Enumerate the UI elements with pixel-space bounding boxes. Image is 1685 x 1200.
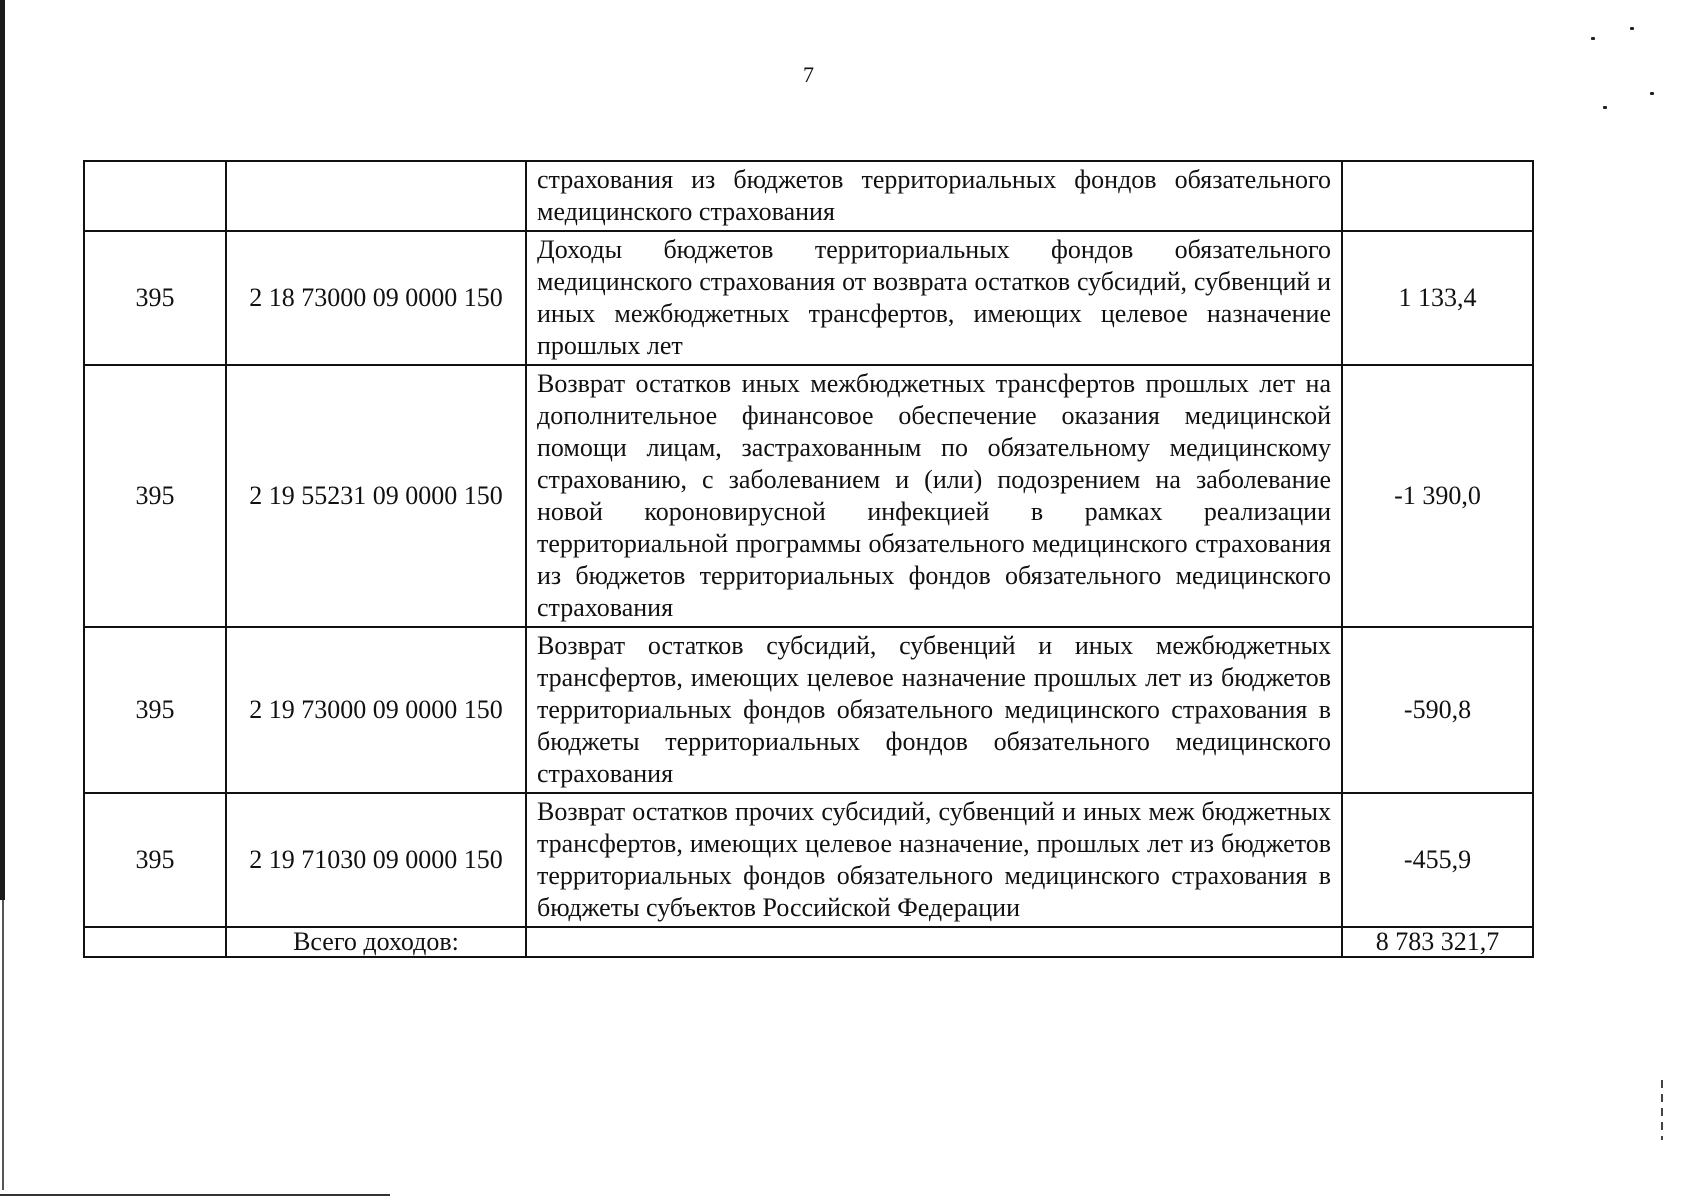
scan-edge-bottom [0,1194,390,1196]
admin-code-cell: 395 [84,793,226,927]
page-number: 7 [803,62,814,87]
description-cell: Возврат остатков прочих субсидий, субвенций и иных меж бюджетных трансфертов, имеющих целевое назначение, прошлых лет из бюджетов территориальных фондов обязательного медицинского страхования в бюджеты субъектов Российской Федерации [526,793,1342,927]
scan-edge-left-lower [2,900,4,1190]
scan-speck [1650,92,1654,95]
budget-code-cell: 2 19 71030 09 0000 150 [226,793,526,927]
total-row [84,927,1533,957]
scan-edge-right [1661,1080,1663,1140]
description-cell: Доходы бюджетов территориальных фондов обязательного медицинского страхования от возврата остатков субсидий, субвенций и иных межбюджетных трансфертов, имеющих целевое назначение прошлых лет [526,231,1342,365]
amount-cell: -1 390,0 [1342,365,1533,627]
table-row [84,627,1533,793]
scan-speck [1630,27,1634,30]
amount-cell: -590,8 [1342,627,1533,793]
budget-code-cell [226,161,526,231]
admin-code-cell: 395 [84,365,226,627]
description-cell: Возврат остатков иных межбюджетных трансфертов прошлых лет на дополнительное финансовое обеспечение оказания медицинской помощи лицам, застрахованным по обязательному медицинскому страхованию, с заболеванием и (или) подозрением на заболевание новой короновирусной инфекцией в рамках реализации территориальной программы обязательного медицинского страхования из бюджетов территориальных фондов обязательного медицинского страхования [526,365,1342,627]
income-table [83,160,1534,958]
empty-cell [84,927,226,957]
admin-code-cell: 395 [84,231,226,365]
budget-code-cell: 2 19 55231 09 0000 150 [226,365,526,627]
amount-cell [1342,161,1533,231]
scan-edge-left [0,0,5,900]
description-cell: страхования из бюджетов территориальных фондов обязательного медицинского страхования [526,161,1342,231]
scan-speck [1603,106,1607,109]
amount-cell: -455,9 [1342,793,1533,927]
empty-cell [526,927,1342,957]
amount-cell: 1 133,4 [1342,231,1533,365]
admin-code-cell [84,161,226,231]
description-cell: Возврат остатков субсидий, субвенций и иных межбюджетных трансфертов, имеющих целевое назначение прошлых лет из бюджетов территориальных фондов обязательного медицинского страхования в бюджеты территориальных фондов обязательного медицинского страхования [526,627,1342,793]
budget-code-cell: 2 18 73000 09 0000 150 [226,231,526,365]
table-row [84,231,1533,365]
table-row [84,793,1533,927]
budget-code-cell: 2 19 73000 09 0000 150 [226,627,526,793]
admin-code-cell: 395 [84,627,226,793]
scan-speck [1591,37,1595,40]
total-label: Всего доходов: [226,927,526,957]
total-amount: 8 783 321,7 [1342,927,1533,957]
table-row [84,161,1533,231]
table-row [84,365,1533,627]
